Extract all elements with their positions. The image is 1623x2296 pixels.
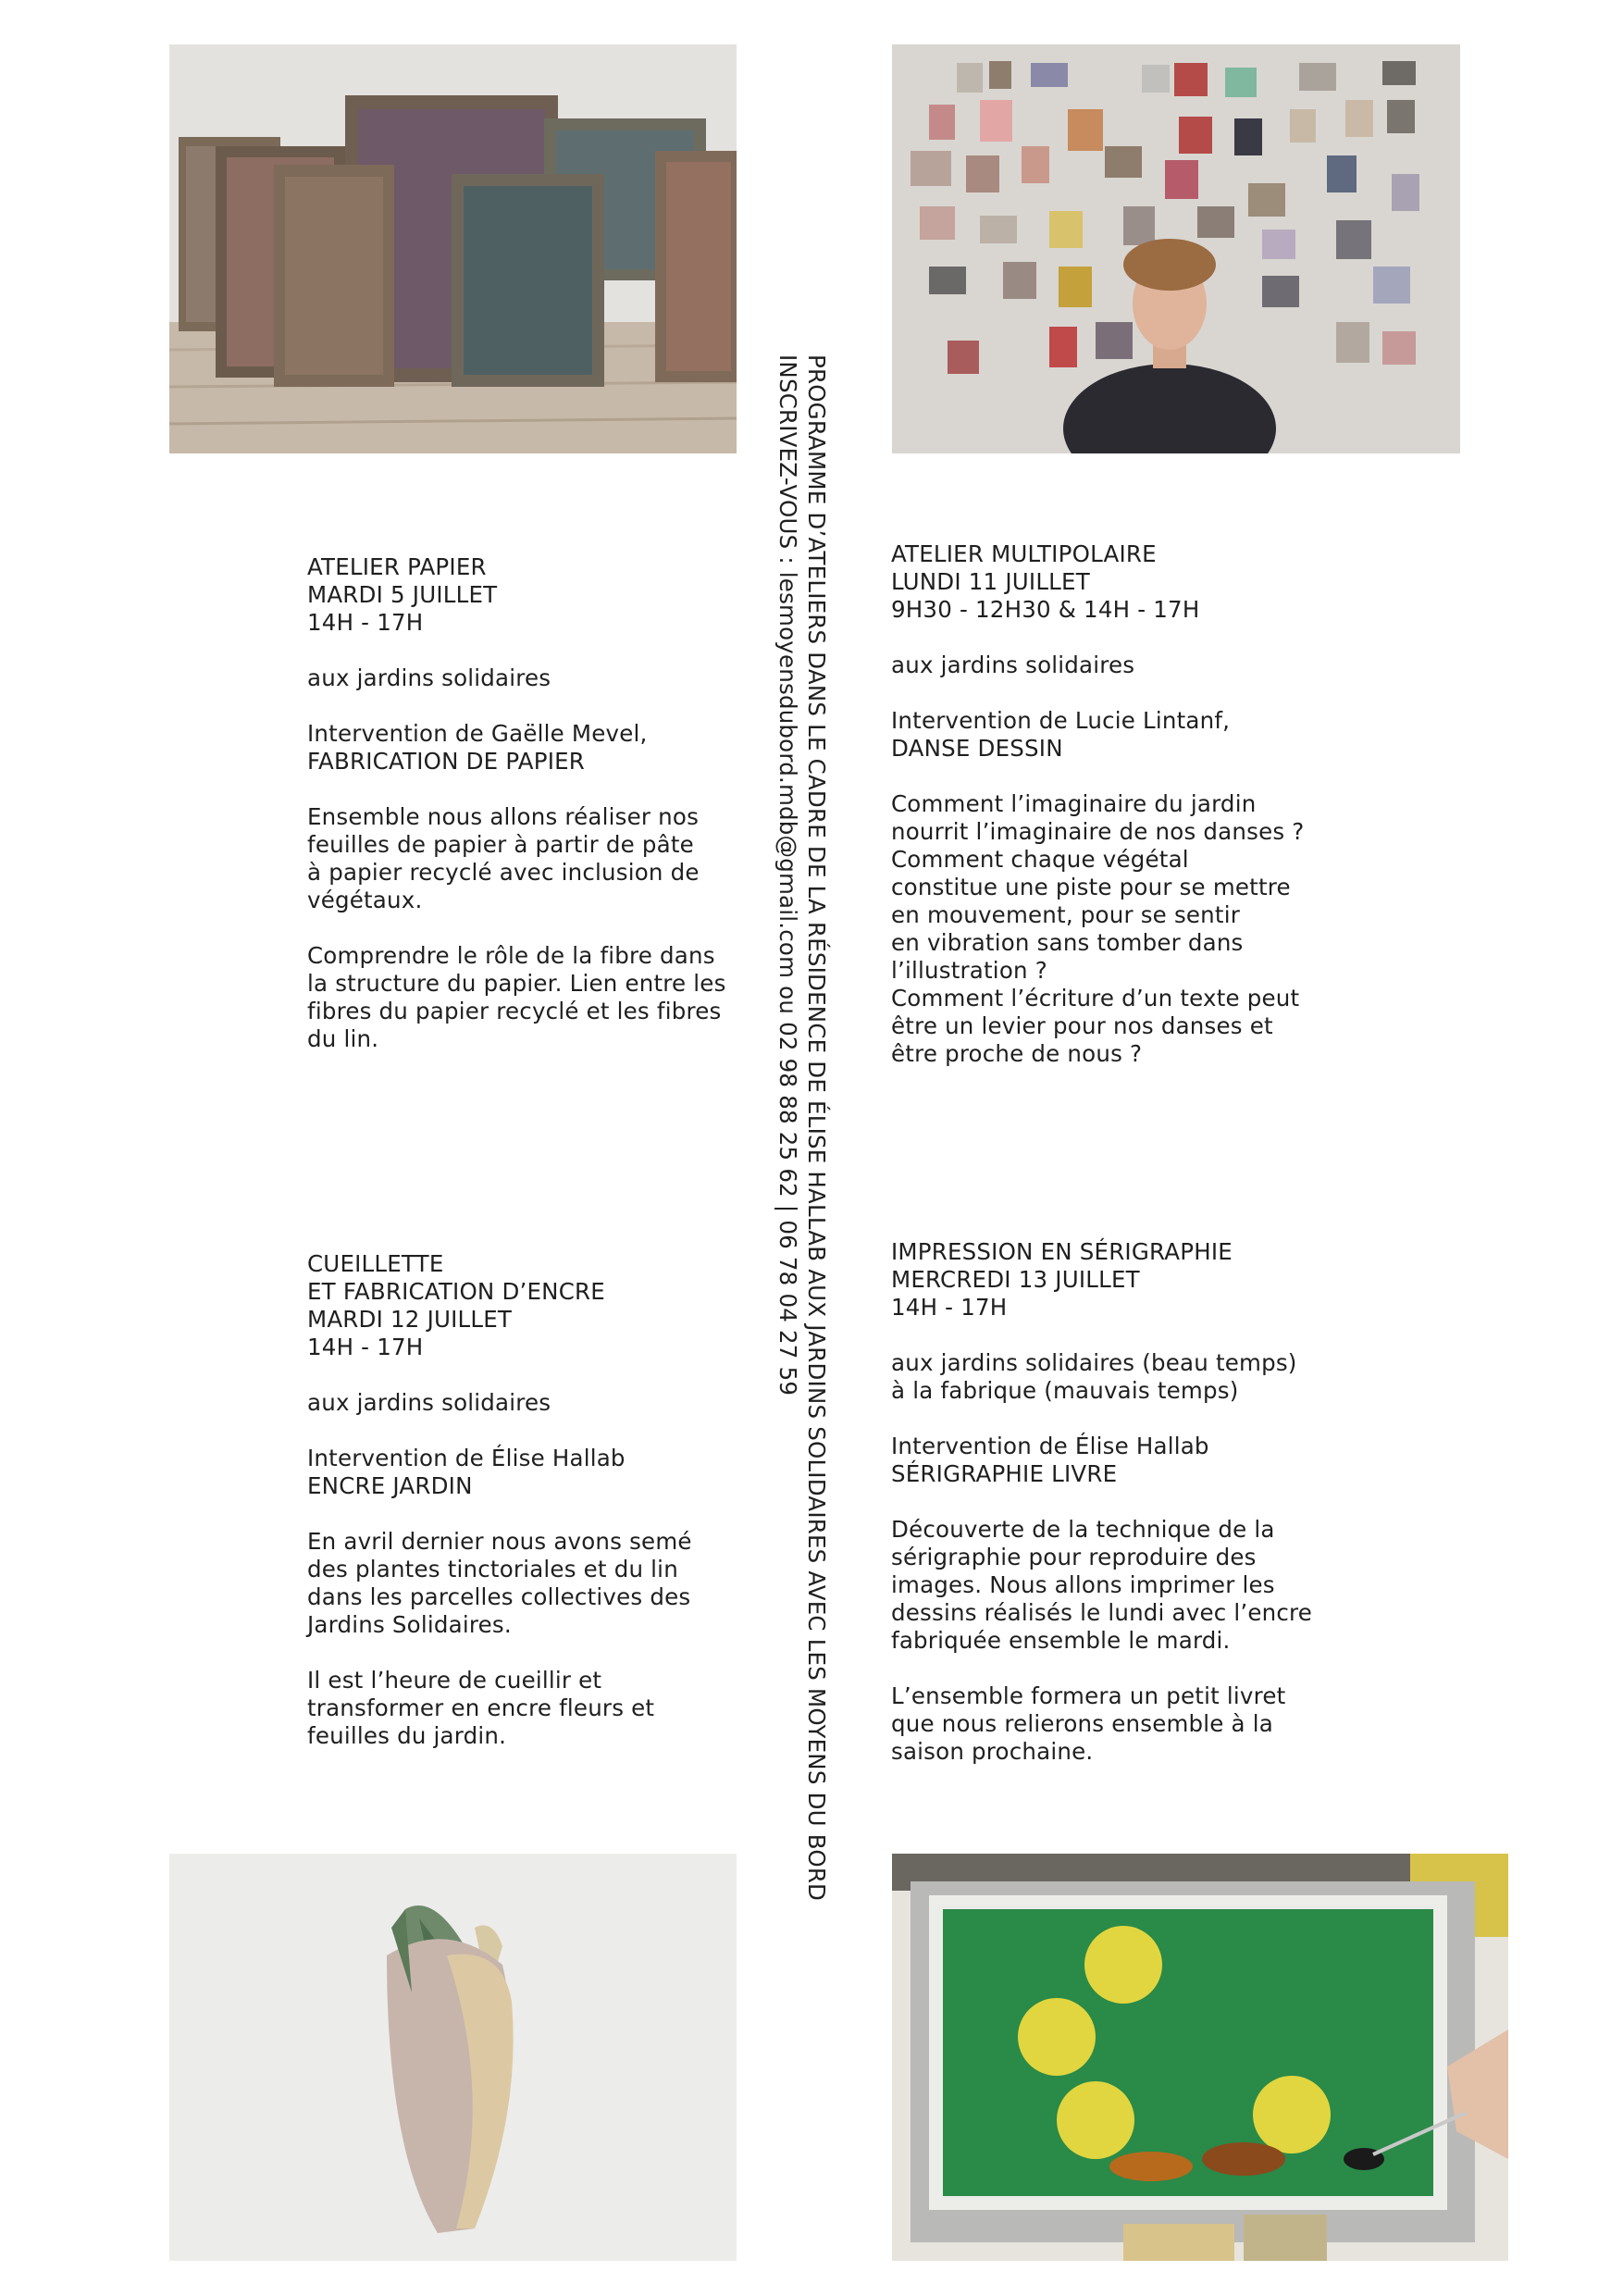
workshop-location: aux jardins solidaires — [307, 1389, 551, 1416]
workshop-description: Comment l’imaginaire du jardin nourrit l’imaginaire de nos danses ? Comment chaque végétal constitue une piste pour se mettre en mouvement, pour se sentir en vibration sans tomber dans l’illustration ? Comment l’écriture d’un texte peut être un levier pour nos danses et être proche de nous ? — [891, 790, 1305, 1067]
workshop-intervention: Intervention de Gaëlle Mevel, FABRICATION DE PAPIER — [307, 720, 648, 775]
workshop-intervention: Intervention de Élise Hallab ENCRE JARDIN — [307, 1445, 626, 1499]
workshop-location: aux jardins solidaires — [307, 664, 551, 691]
paper-frames-photo — [169, 44, 737, 453]
workshop-title: ATELIER PAPIER MARDI 5 JUILLET 14H - 17H — [307, 553, 498, 636]
vertical-programme-text — [766, 354, 831, 1902]
workshop-location: aux jardins solidaires (beau temps) à la fabrique (mauvais temps) — [891, 1349, 1297, 1404]
workshop-description: L’ensemble formera un petit livret que nous relierons ensemble à la saison prochaine. — [891, 1682, 1286, 1765]
screenprint-photo — [892, 1854, 1508, 2261]
workshop-encre — [307, 1250, 751, 1750]
workshop-description: Comprendre le rôle de la fibre dans la structure du papier. Lien entre les fibres du papier recyclé et les fibres du lin. — [307, 942, 726, 1052]
workshop-papier — [307, 553, 751, 1053]
workshop-title: IMPRESSION EN SÉRIGRAPHIE MERCREDI 13 JUILLET 14H - 17H — [891, 1238, 1233, 1321]
registration-contact: INSCRIVEZ-VOUS : lesmoyensdubord.mdb@gmail.com ou 02 98 88 25 62 | 06 78 04 27 59 — [774, 354, 801, 1396]
workshop-description: En avril dernier nous avons semé des plantes tinctoriales et du lin dans les parcelles collectives des Jardins Solidaires. — [307, 1528, 692, 1638]
workshop-description: Ensemble nous allons réaliser nos feuilles de papier à partir de pâte à papier recyclé avec inclusion de végétaux. — [307, 803, 700, 913]
programme-title: PROGRAMME D’ATELIERS DANS LE CADRE DE LA RÉSIDENCE DE ÉLISE HALLAB AUX JARDINS SOLIDAIRES AVEC LES MOYENS DU BORD — [803, 354, 830, 1902]
workshop-location: aux jardins solidaires — [891, 652, 1135, 678]
workshop-description: Découverte de la technique de la sérigraphie pour reproduire des images. Nous allons imprimer les dessins réalisés le lundi avec l’encre fabriquée ensemble le mardi. — [891, 1516, 1313, 1654]
artist-wall-photo — [892, 44, 1460, 453]
workshop-title: ATELIER MULTIPOLAIRE LUNDI 11 JUILLET 9H30 - 12H30 & 14H - 17H — [891, 540, 1200, 623]
workshop-serigraphie — [891, 1238, 1335, 1766]
workshop-intervention: Intervention de Lucie Lintanf, DANSE DESSIN — [891, 707, 1231, 762]
workshop-title: CUEILLETTE ET FABRICATION D’ENCRE MARDI 12 JUILLET 14H - 17H — [307, 1250, 605, 1360]
workshop-intervention: Intervention de Élise Hallab SÉRIGRAPHIE LIVRE — [891, 1433, 1209, 1487]
workshop-description: Il est l’heure de cueillir et transformer en encre fleurs et feuilles du jardin. — [307, 1667, 655, 1749]
workshop-multipolaire — [891, 540, 1335, 1068]
plant-bag-photo — [169, 1854, 737, 2261]
